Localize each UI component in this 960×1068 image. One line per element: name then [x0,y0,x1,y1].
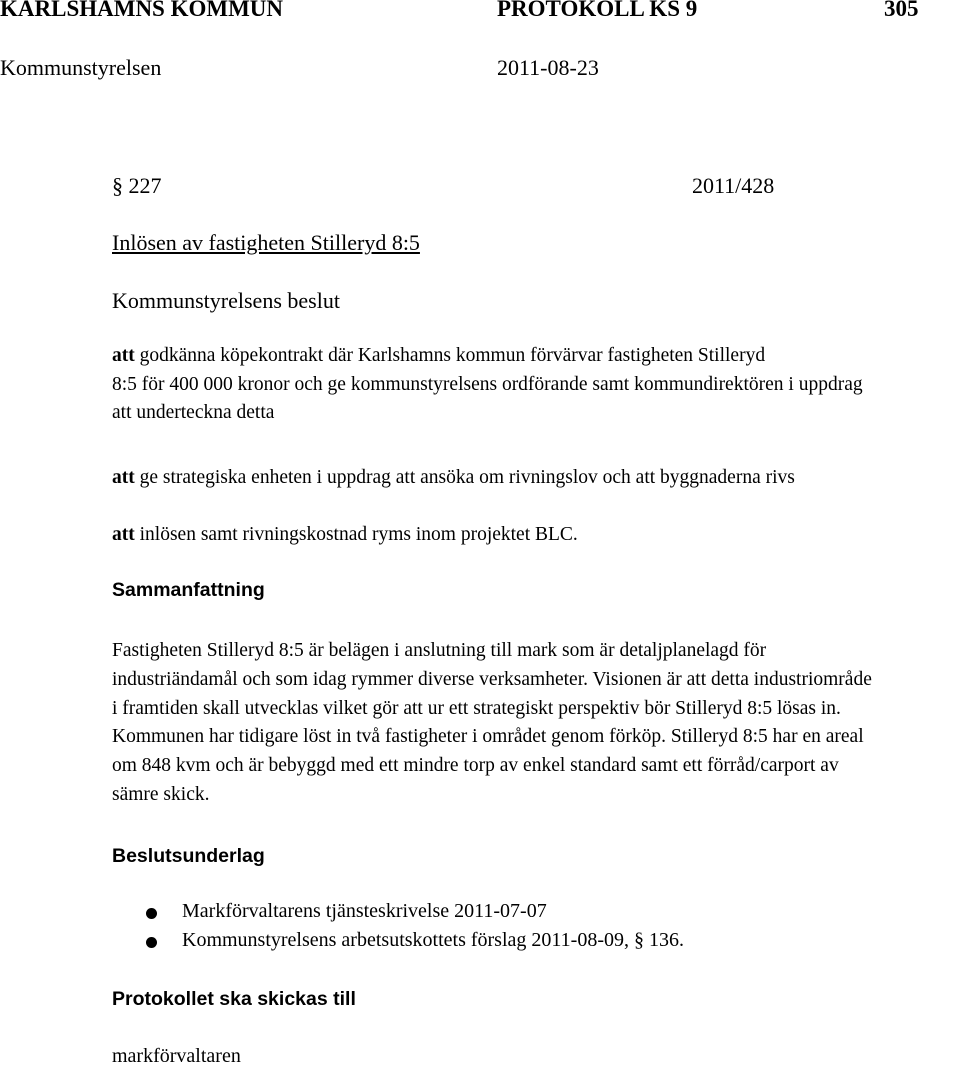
summary-line: sämre skick. [112,783,210,805]
board-name: Kommunstyrelsen [0,55,162,80]
summary-line: Kommunen har tidigare löst in två fastigheter i området genom förköp. Stilleryd 8:5 har en areal [112,726,864,748]
case-title: Inlösen av fastigheten Stilleryd 8:5 [112,230,420,255]
decision-item-2: att ge strategiska enheten i uppdrag att ansöka om rivningslov och att byggnaderna rivs [112,467,795,488]
decision-heading: Kommunstyrelsens beslut [112,288,340,313]
protocol-label: PROTOKOLL KS 9 [497,0,698,21]
decision-item-1-line-1: att godkänna köpekontrakt där Karlshamns kommun förvärvar fastigheten Stilleryd [112,345,766,366]
distribution-heading: Protokollet ska skickas till [112,988,356,1010]
paragraph-number: § 227 [112,173,162,198]
basis-heading: Beslutsunderlag [112,845,265,867]
bullet-icon [146,908,157,919]
decision-item-3: att inlösen samt rivningskostnad ryms inom projektet BLC. [112,524,578,545]
meeting-date: 2011-08-23 [497,55,599,80]
summary-text [112,637,872,810]
diary-number: 2011/428 [692,173,775,198]
summary-line: i framtiden skall utvecklas vilket gör att ur ett strategiskt perspektiv bör Stilleryd 8:5 lösas in. [112,697,841,719]
bullet-icon [146,937,157,948]
page-number: 305 [884,0,919,21]
basis-item: Kommunstyrelsens arbetsutskottets förslag 2011-08-09, § 136. [182,929,684,951]
summary-heading: Sammanfattning [112,579,265,601]
decision-item-1-line-2: 8:5 för 400 000 kronor och ge kommunstyrelsens ordförande samt kommundirektören i uppdrag [112,373,863,395]
distribution-recipient: markförvaltaren [112,1045,241,1067]
decision-item-1 [112,342,863,428]
municipality-name: KARLSHAMNS KOMMUN [0,0,284,21]
decision-item-1-line-3: att underteckna detta [112,402,275,423]
basis-item: Markförvaltarens tjänsteskrivelse 2011-07-07 [182,900,547,922]
summary-line: om 848 kvm och är bebyggd med ett mindre torp av enkel standard samt ett förråd/carport av [112,755,839,777]
summary-line: industriändamål och som idag rymmer diverse verksamheter. Visionen är att detta industriområde [112,668,872,690]
summary-line: Fastigheten Stilleryd 8:5 är belägen i anslutning till mark som är detaljplanelagd för [112,640,767,661]
